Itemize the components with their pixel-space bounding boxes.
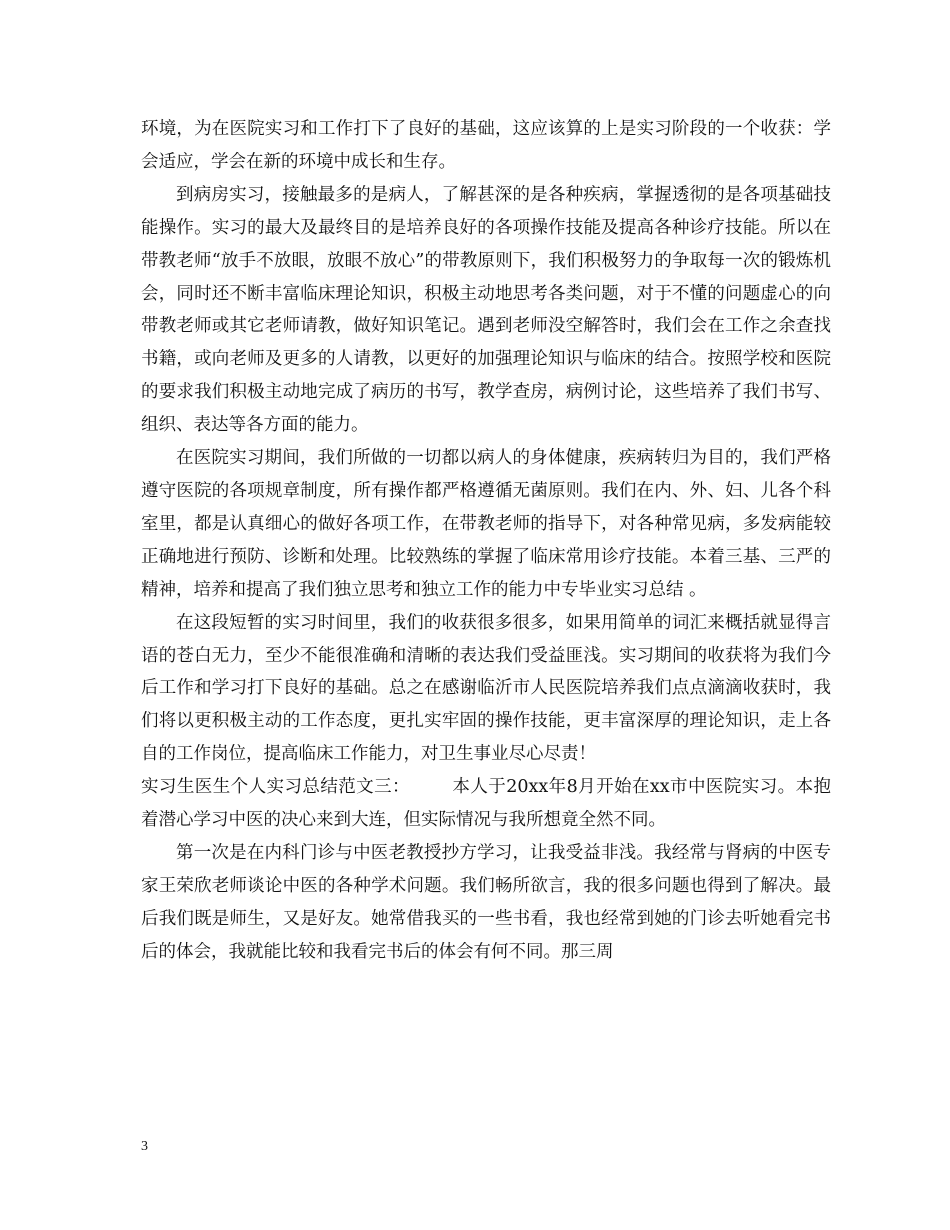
paragraph-outpatient: 第一次是在内科门诊与中医老教授抄方学习，让我受益非浅。我经常与肾病的中医专家王荣欣老师谈论中医的各种学术问题。我们畅所欲言，我的很多问题也得到了解决。最后我们既是师生，又是好友。她常借我买的一些书看，我也经常到她的门诊去听她看完书后的体会，我就能比较和我看完书后的体会有何不同。那三周 [141,842,831,962]
section-intro: 本人于20xx年8月开始在xx市中医院实习。本抱着潜心学习中医的决心来到大连，但实际情况与我所想竟全然不同。 [141,777,831,831]
page-number: 3 [141,1139,148,1154]
paragraph-hospital-period: 在医院实习期间，我们所做的一切都以病人的身体健康，疾病转归为目的，我们严格遵守医院的各项规章制度，所有操作都严格遵循无菌原则。我们在内、外、妇、儿各个科室里，都是认真细心的做好各项工作，在带教老师的指导下，对各种常见病，多发病能较正确地进行预防、诊断和处理。比较熟练的掌握了临床常用诊疗技能。本着三基、三严的精神，培养和提高了我们独立思考和独立工作的能力中专毕业实习总结 。 [141,448,831,600]
section-three [141,771,831,837]
paragraph-continuation: 环境，为在医院实习和工作打下了良好的基础，这应该算的上是实习阶段的一个收获：学会适应，学会在新的环境中成长和生存。 [141,119,831,172]
section-heading: 实习生医生个人实习总结范文三： [141,777,410,798]
paragraph-harvest: 在这段短暂的实习时间里，我们的收获很多很多，如果用简单的词汇来概括就显得言语的苍白无力，至少不能很准确和清晰的表达我们受益匪浅。实习期间的收获将为我们今后工作和学习打下良好的基础。总之在感谢临沂市人民医院培养我们点点滴滴收获时，我们将以更积极主动的工作态度，更扎实牢固的操作技能，更丰富深厚的理论知识，走上各自的工作岗位，提高临床工作能力，对卫生事业尽心尽责！ [141,612,831,765]
paragraph-ward-internship: 到病房实习，接触最多的是病人，了解甚深的是各种疾病，掌握透彻的是各项基础技能操作。实习的最大及最终目的是培养良好的各项操作技能及提高各种诊疗技能。所以在带教老师“放手不放眼，放眼不放心”的带教原则下，我们积极努力的争取每一次的锻炼机会，同时还不断丰富临床理论知识，积极主动地思考各类问题，对于不懂的问题虚心的向带教老师或其它老师请教，做好知识笔记。遇到老师没空解答时，我们会在工作之余查找书籍，或向老师及更多的人请教，以更好的加强理论知识与临床的结合。按照学校和医院的要求我们积极主动地完成了病历的书写，教学查房，病例讨论，这些培养了我们书写、组织、表达等各方面的能力。 [141,184,831,436]
document-body [141,113,831,969]
